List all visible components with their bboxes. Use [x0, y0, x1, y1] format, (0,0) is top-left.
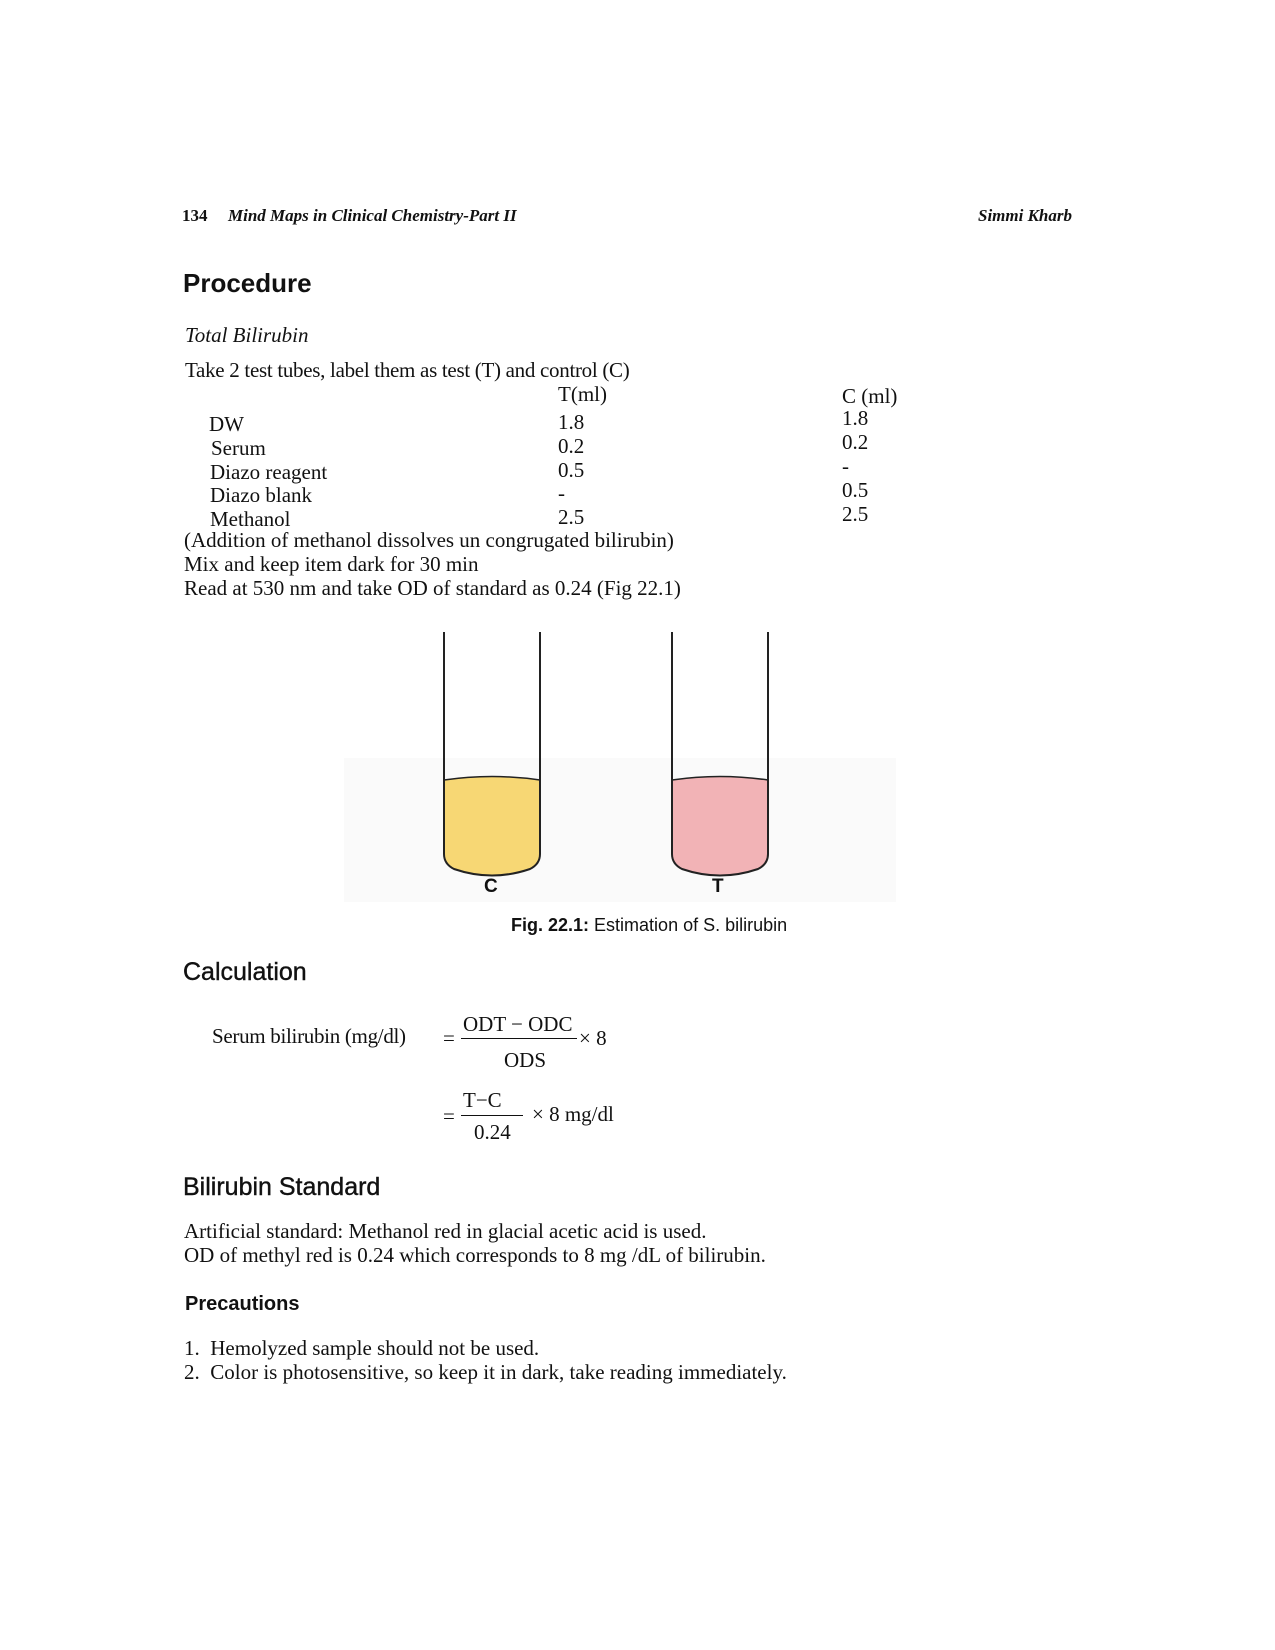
row-label: Diazo reagent — [210, 460, 328, 484]
row-value-test: - — [558, 481, 565, 505]
procedure-heading: Procedure — [183, 268, 312, 298]
col-header-test: T(ml) — [558, 382, 607, 406]
figure-caption-number: Fig. 22.1: — [511, 915, 590, 935]
row-value-test: 0.5 — [558, 458, 585, 482]
tube-t-label: T — [712, 876, 724, 897]
formula-numerator-2: T−C — [463, 1088, 502, 1112]
formula-numerator-1: ODT − ODC — [463, 1012, 573, 1036]
precaution-item: 2. Color is photosensitive, so keep it in dark, take reading immediately. — [184, 1360, 787, 1384]
standard-line-1: Artificial standard: Methanol red in glacial acetic acid is used. — [184, 1219, 707, 1243]
tube-t-liquid — [672, 777, 768, 876]
calculation-heading: Calculation — [183, 958, 307, 986]
tube-c-liquid — [444, 777, 540, 876]
procedure-intro: Take 2 test tubes, label them as test (T) and control (C) — [185, 358, 630, 382]
precaution-item: 1. Hemolyzed sample should not be used. — [184, 1336, 540, 1360]
tube-c-label: C — [484, 876, 498, 897]
standard-line-2: OD of methyl red is 0.24 which corresponds to 8 mg /dL of bilirubin. — [184, 1243, 766, 1267]
fraction-bar — [461, 1115, 523, 1116]
row-value-test: 2.5 — [558, 505, 585, 529]
row-value-control: 2.5 — [842, 502, 869, 526]
formula-multiplier-2: × 8 mg/dl — [532, 1102, 614, 1126]
precautions-heading: Precautions — [185, 1293, 300, 1315]
row-value-control: 0.5 — [842, 478, 869, 502]
book-title: Mind Maps in Clinical Chemistry-Part II — [228, 206, 517, 225]
row-value-control: - — [842, 454, 849, 478]
figure-caption-text: Estimation of S. bilirubin — [594, 915, 788, 935]
procedure-note: (Addition of methanol dissolves un congrugated bilirubin) — [184, 528, 674, 552]
formula-equals: = — [443, 1026, 455, 1050]
figure-caption — [511, 915, 787, 936]
formula-denominator-2: 0.24 — [474, 1120, 511, 1144]
procedure-step-read: Read at 530 nm and take OD of standard as 0.24 (Fig 22.1) — [184, 576, 681, 600]
row-value-control: 0.2 — [842, 430, 869, 454]
row-label: DW — [209, 412, 244, 436]
test-tubes-illustration — [344, 632, 896, 902]
row-label: Serum — [211, 436, 266, 460]
row-label: Methanol — [210, 507, 291, 531]
procedure-subheading: Total Bilirubin — [185, 323, 309, 347]
procedure-step-mix: Mix and keep item dark for 30 min — [184, 552, 479, 576]
formula-label: Serum bilirubin (mg/dl) — [212, 1024, 406, 1048]
row-value-control: 1.8 — [842, 406, 869, 430]
page-number: 134 — [182, 206, 208, 225]
row-label: Diazo blank — [210, 483, 313, 507]
fraction-bar — [461, 1038, 577, 1039]
row-value-test: 1.8 — [558, 410, 585, 434]
formula-multiplier-1: × 8 — [579, 1026, 607, 1050]
col-header-control: C (ml) — [842, 384, 898, 408]
row-value-test: 0.2 — [558, 434, 585, 458]
standard-heading: Bilirubin Standard — [183, 1173, 381, 1201]
formula-equals: = — [443, 1104, 455, 1128]
figure-test-tubes — [344, 632, 896, 902]
formula-denominator-1: ODS — [504, 1048, 547, 1072]
author-name: Simmi Kharb — [977, 206, 1072, 225]
